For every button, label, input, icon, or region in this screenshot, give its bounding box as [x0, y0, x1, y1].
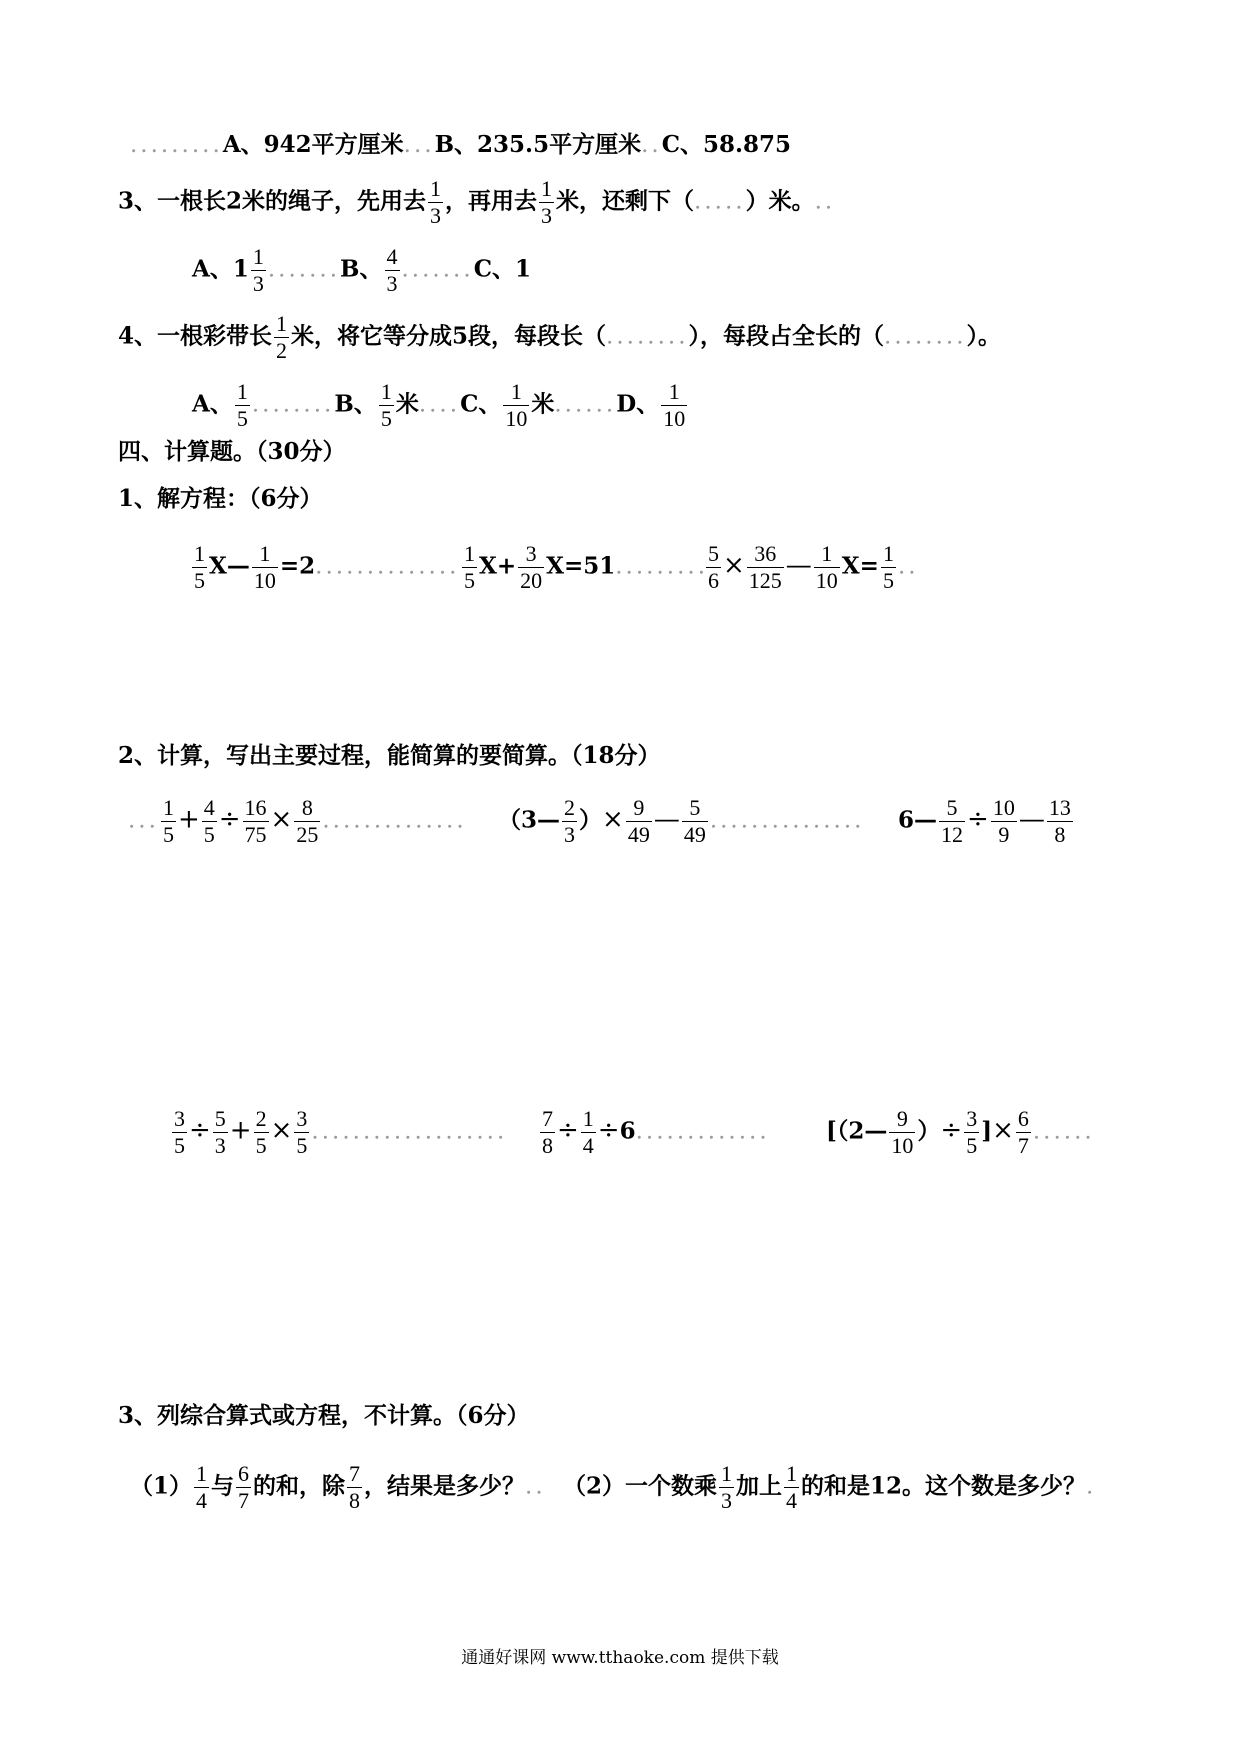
calc-4: $\frac{3}{5}$ ÷ $\frac{5}{3}$ + $\frac{2}{5}$ × $\frac{3}{5}$ ...................	[174, 1106, 508, 1158]
q2-option-a: A、942平方厘米	[222, 131, 404, 158]
q3-option-b: B、	[340, 255, 383, 283]
fraction: $\frac{1}{5}$	[236, 379, 248, 431]
word-problem-1: （1） $\frac{1}{4}$ 与 $\frac{6}{7}$ 的和，除 $\frac{7}{8}$ ，结果是多少？..	[130, 1461, 546, 1513]
q4-options: A、 $\frac{1}{5}$ ........B、 $\frac{1}{5}$ 米....C、 $\frac{1}{10}$ 米......D、 $\frac{1}{10}$	[192, 379, 686, 431]
fraction: $\frac{6}{7}$	[1017, 1106, 1029, 1158]
fraction: $\frac{1}{10}$	[253, 541, 276, 593]
fraction: $\frac{1}{4}$	[582, 1106, 594, 1158]
fraction: $\frac{1}{4}$	[786, 1461, 798, 1513]
fraction: $\frac{9}{10}$	[891, 1106, 914, 1158]
fraction: $\frac{4}{3}$	[386, 244, 398, 296]
calc-3: 6— $\frac{5}{12}$ ÷ $\frac{10}{9}$ — $\frac{13}{8}$	[898, 795, 1071, 847]
fraction: $\frac{5}{6}$	[708, 541, 719, 593]
word-problem-2: （2）一个数乘 $\frac{1}{3}$ 加上 $\frac{1}{4}$ 的和是12。这个数是多少？.	[563, 1461, 1097, 1513]
calc-2: （3— $\frac{2}{3}$ ）× $\frac{9}{49}$ — $\frac{5}{49}$ ...............	[498, 795, 865, 847]
fraction: $\frac{1}{3}$	[541, 176, 553, 228]
calc-5: $\frac{7}{8}$ ÷ $\frac{1}{4}$ ÷6.............	[542, 1106, 770, 1158]
equation-1: $\frac{1}{5}$ X— $\frac{1}{10}$ =2..............	[194, 541, 460, 593]
fraction: $\frac{10}{9}$	[992, 795, 1015, 847]
fraction: $\frac{1}{3}$	[252, 244, 264, 296]
q4-option-a: A、	[192, 390, 233, 418]
fraction: $\frac{36}{125}$	[748, 541, 782, 593]
part1-title: 1、解方程：（6分）	[118, 485, 323, 512]
equation-3: $\frac{5}{6}$ × $\frac{36}{125}$ — $\frac{1}{10}$ X= $\frac{1}{5}$ ..	[708, 541, 919, 593]
fraction: $\frac{1}{2}$	[276, 311, 288, 363]
fraction: $\frac{6}{7}$	[238, 1461, 250, 1513]
fraction: $\frac{2}{3}$	[564, 795, 576, 847]
q4-option-b: B、	[334, 390, 377, 418]
q3-option-a: A、1	[192, 255, 249, 283]
fraction: $\frac{1}{4}$	[196, 1461, 208, 1513]
fraction: $\frac{3}{5}$	[174, 1106, 185, 1158]
fraction: $\frac{1}{5}$	[194, 541, 205, 593]
fraction: $\frac{3}{5}$	[966, 1106, 978, 1158]
fraction: $\frac{4}{5}$	[203, 795, 215, 847]
fraction: $\frac{7}{8}$	[349, 1461, 361, 1513]
part3-title: 3、列综合算式或方程，不计算。（6分）	[118, 1402, 530, 1429]
fraction: $\frac{3}{5}$	[296, 1106, 308, 1158]
equation-2: $\frac{1}{5}$ X+ $\frac{3}{20}$ X=51.........	[464, 541, 709, 593]
fraction: $\frac{1}{10}$	[815, 541, 838, 593]
q3-question: 3、一根长2米的绳子，先用去 $\frac{1}{3}$ ，再用去 $\frac{1}{3}$ 米，还剩下（.....）米。..	[118, 176, 836, 228]
fraction: $\frac{1}{10}$	[663, 379, 686, 431]
fraction: $\frac{9}{49}$	[627, 795, 650, 847]
q3-option-c: C、1	[473, 255, 531, 283]
fraction: $\frac{1}{10}$	[505, 379, 528, 431]
fraction: $\frac{5}{12}$	[941, 795, 964, 847]
calc-1: ... $\frac{1}{5}$ + $\frac{4}{5}$ ÷ $\frac{16}{75}$ × $\frac{8}{25}$ ..............	[128, 795, 467, 847]
fraction: $\frac{3}{20}$	[520, 541, 543, 593]
section-title: 四、计算题。（30分）	[118, 438, 346, 465]
fraction: $\frac{1}{3}$	[721, 1461, 733, 1513]
fraction: $\frac{1}{5}$	[380, 379, 392, 431]
fraction: $\frac{1}{3}$	[430, 176, 442, 228]
q3-options: A、1 $\frac{1}{3}$ .......B、 $\frac{4}{3}$ .......C、1	[192, 244, 531, 296]
calc-6: [（2— $\frac{9}{10}$ ）÷ $\frac{3}{5}$ ]× $\frac{6}{7}$ ......	[826, 1106, 1095, 1158]
q4-option-c: C、	[460, 390, 502, 418]
fraction: $\frac{7}{8}$	[542, 1106, 553, 1158]
q4-option-d: D、	[616, 390, 660, 418]
fraction: $\frac{8}{25}$	[296, 795, 319, 847]
fraction: $\frac{1}{5}$	[882, 541, 894, 593]
q2-option-b: B、235.5平方厘米	[434, 131, 642, 158]
fraction: $\frac{1}{5}$	[464, 541, 475, 593]
q4-question: 4、一根彩带长 $\frac{1}{2}$ 米，将它等分成5段，每段长（........），每段占全长的（........）。	[118, 311, 1002, 363]
part2-title: 2、计算，写出主要过程，能简算的要简算。（18分）	[118, 742, 661, 769]
footer: 通通好课网 www.tthaoke.com 提供下载	[461, 1648, 779, 1668]
fraction: $\frac{5}{49}$	[683, 795, 706, 847]
fraction: $\frac{1}{5}$	[162, 795, 174, 847]
fraction: $\frac{2}{5}$	[255, 1106, 267, 1158]
fraction: $\frac{5}{3}$	[214, 1106, 226, 1158]
fraction: $\frac{13}{8}$	[1048, 795, 1071, 847]
q2-option-c: C、58.875	[661, 131, 792, 158]
q2-options-line: .........A、942平方厘米...B、235.5平方厘米..C、58.875	[130, 131, 792, 158]
fraction: $\frac{16}{75}$	[244, 795, 267, 847]
